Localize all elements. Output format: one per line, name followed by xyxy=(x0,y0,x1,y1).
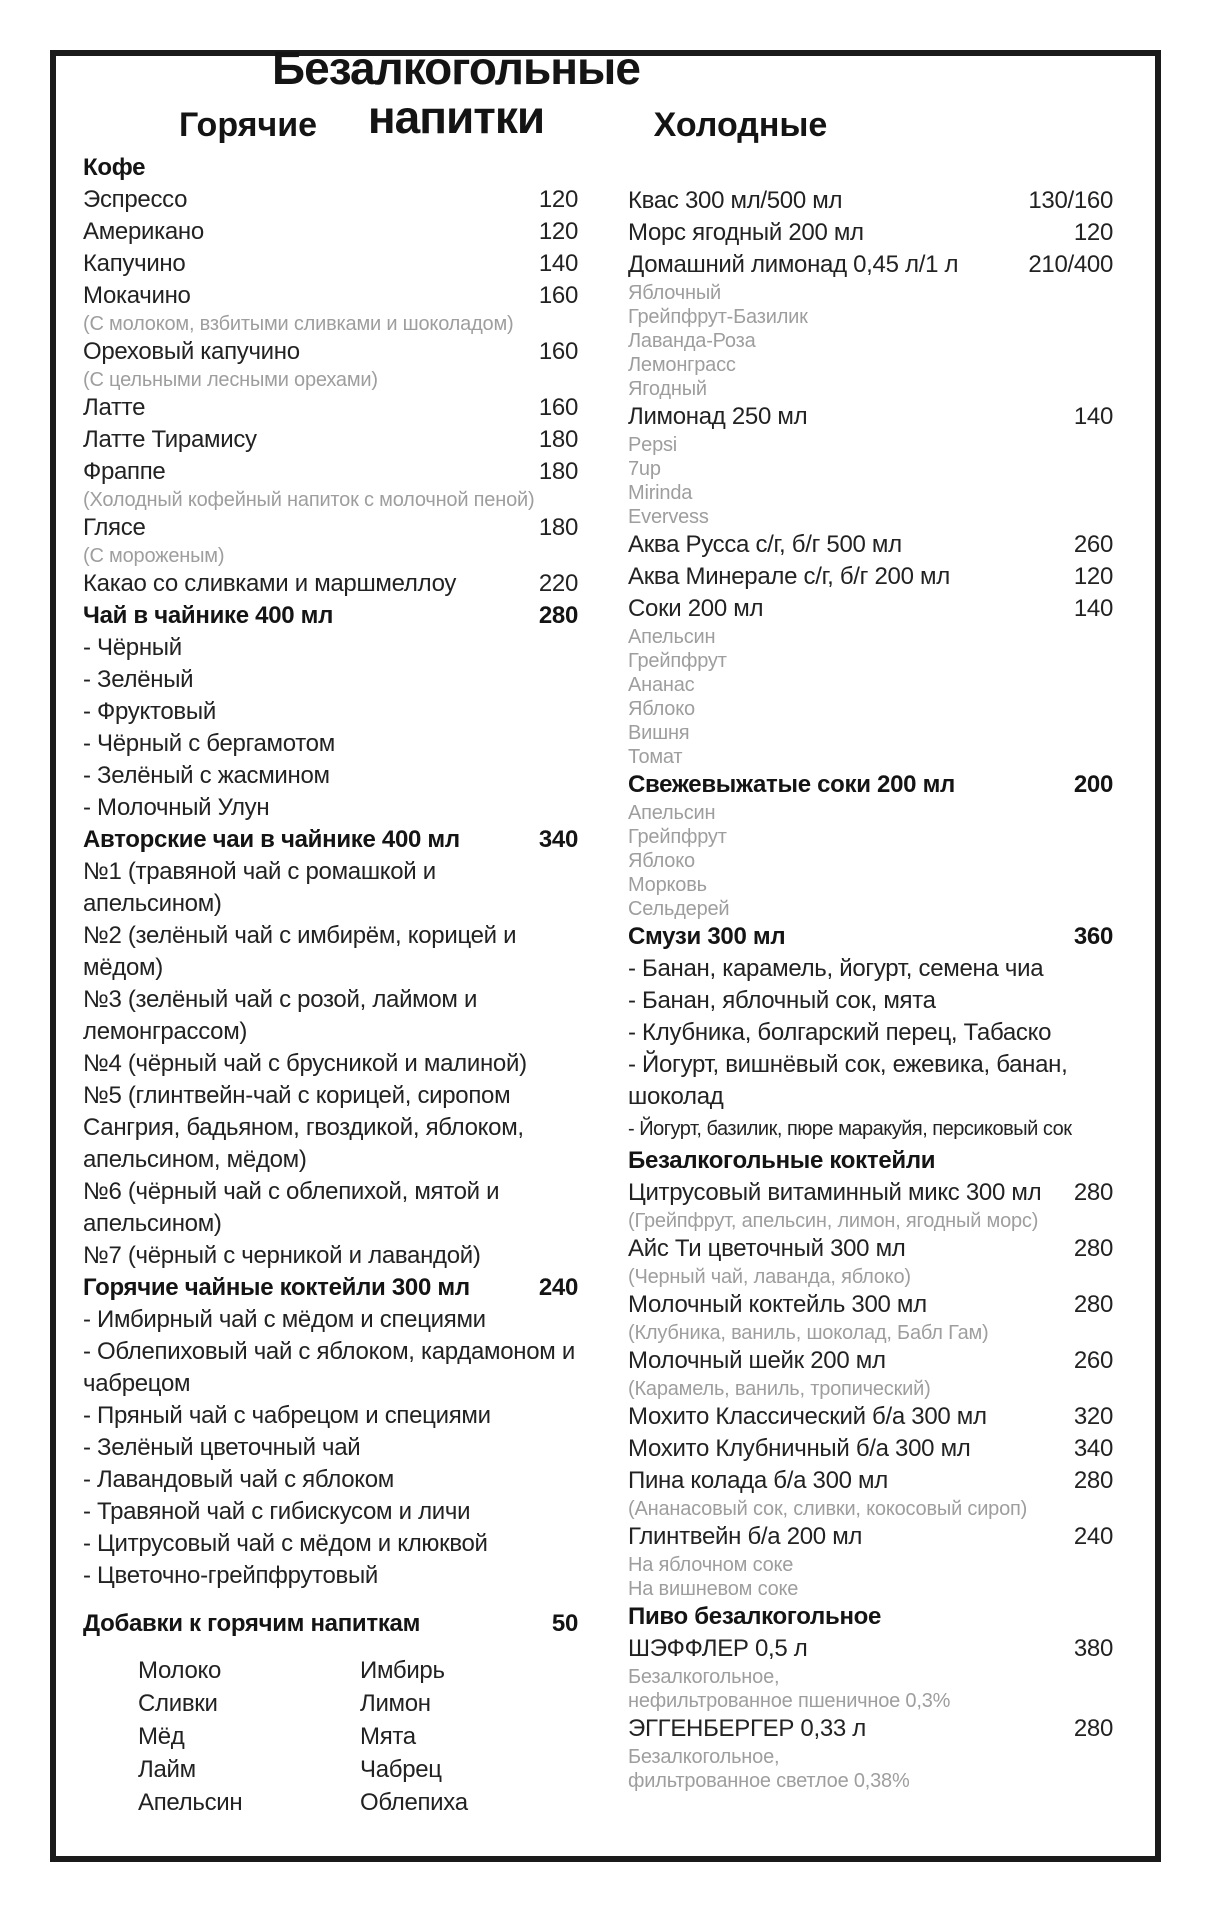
menu-item-note xyxy=(83,488,578,512)
menu-item-label: Свежевыжатые соки 200 мл xyxy=(628,771,955,798)
menu-item-label: №3 (зелёный чай с розой, лаймом и лемонграссом) xyxy=(83,986,478,1045)
menu-item-note xyxy=(628,329,1113,353)
menu-item-note xyxy=(628,625,1113,649)
menu-item-label: (Клубника, ваниль, шоколад, Бабл Гам) xyxy=(628,1322,989,1344)
menu-item-label: Морковь xyxy=(628,874,707,896)
addon-item: Мёд xyxy=(138,1723,185,1750)
menu-item-price: 120 xyxy=(538,186,578,213)
menu-item-row xyxy=(83,1560,578,1592)
menu-title-line2: напитки xyxy=(367,91,545,143)
menu-item-label: - Цитрусовый чай с мёдом и клюквой xyxy=(83,1530,488,1557)
menu-item-price: 200 xyxy=(1073,771,1113,798)
menu-item-row xyxy=(628,1289,1113,1321)
menu-item-row xyxy=(83,920,578,984)
menu-item-price: 140 xyxy=(1073,403,1113,430)
menu-item-row xyxy=(83,424,578,456)
menu-item-price: 260 xyxy=(1073,1347,1113,1374)
menu-item-label: Безалкогольное, xyxy=(628,1746,780,1768)
menu-item-note xyxy=(628,1321,1113,1345)
menu-item-row xyxy=(83,1304,578,1336)
menu-item-row xyxy=(628,249,1113,281)
menu-item-row xyxy=(83,1240,578,1272)
menu-item-row xyxy=(83,568,578,600)
menu-item-label: - Чёрный с бергамотом xyxy=(83,730,335,757)
menu-item-note xyxy=(628,433,1113,457)
menu-item-price: 130/160 xyxy=(1028,187,1113,214)
menu-item-label: Морс ягодный 200 мл xyxy=(628,219,864,246)
menu-item-label: Безалкогольное, xyxy=(628,1666,780,1688)
menu-item-price: 180 xyxy=(538,458,578,485)
menu-item-label: Яблочный xyxy=(628,282,721,304)
menu-item-note xyxy=(628,505,1113,529)
menu-item-note xyxy=(628,873,1113,897)
menu-item-label: Ягодный xyxy=(628,378,707,400)
menu-item-label: Какао со сливками и маршмеллоу xyxy=(83,570,457,597)
menu-item-label: Мохито Классический б/а 300 мл xyxy=(628,1403,987,1430)
menu-item-label: Грейпфрут xyxy=(628,650,727,672)
menu-item-price: 120 xyxy=(1073,219,1113,246)
menu-item-label: Домашний лимонад 0,45 л/1 л xyxy=(628,251,959,278)
menu-item-row xyxy=(628,185,1113,217)
menu-item-note xyxy=(628,897,1113,921)
menu-item-row xyxy=(628,1601,1113,1633)
menu-item-row xyxy=(83,632,578,664)
menu-item-note xyxy=(628,1665,1113,1689)
menu-item-label: - Банан, карамель, йогурт, семена чиа xyxy=(628,955,1044,982)
menu-item-price: 260 xyxy=(1073,531,1113,558)
menu-item-label: Американо xyxy=(83,218,204,245)
cold-column-list xyxy=(628,185,1113,1793)
menu-item-label: Квас 300 мл/500 мл xyxy=(628,187,843,214)
menu-item-label: - Банан, яблочный сок, мята xyxy=(628,987,936,1014)
menu-item-row xyxy=(83,1608,578,1640)
menu-item-price: 140 xyxy=(538,250,578,277)
menu-item-row xyxy=(83,728,578,760)
menu-item-label: Лимонад 250 мл xyxy=(628,403,808,430)
menu-item-label: Лаванда-Роза xyxy=(628,330,756,352)
menu-item-label: - Имбирный чай с мёдом и специями xyxy=(83,1306,486,1333)
menu-item-price: 140 xyxy=(1073,595,1113,622)
menu-item-row xyxy=(83,1432,578,1464)
menu-item-row xyxy=(83,336,578,368)
menu-item-price: 380 xyxy=(1073,1635,1113,1662)
menu-item-label: ЭГГЕНБЕРГЕР 0,33 л xyxy=(628,1715,867,1742)
menu-item-label: (С молоком, взбитыми сливками и шоколадом) xyxy=(83,313,514,335)
menu-item-price: 280 xyxy=(1073,1235,1113,1262)
menu-item-price: 320 xyxy=(1073,1403,1113,1430)
menu-item-note xyxy=(628,697,1113,721)
menu-item-label: ШЭФФЛЕР 0,5 л xyxy=(628,1635,808,1662)
menu-item-row xyxy=(628,593,1113,625)
menu-item-label: №4 (чёрный чай с брусникой и малиной) xyxy=(83,1050,527,1077)
menu-item-label: - Чёрный xyxy=(83,634,182,661)
menu-item-label: - Зелёный с жасмином xyxy=(83,762,330,789)
menu-item-row xyxy=(83,392,578,424)
menu-item-label: Молочный шейк 200 мл xyxy=(628,1347,886,1374)
menu-item-label: Латте xyxy=(83,394,146,421)
menu-item-note xyxy=(628,1377,1113,1401)
menu-item-label: Лемонграсс xyxy=(628,354,736,376)
menu-item-row xyxy=(628,217,1113,249)
menu-item-label: №6 (чёрный чай с облепихой, мятой и апельсином) xyxy=(83,1178,500,1237)
menu-item-label: - Молочный Улун xyxy=(83,794,270,821)
menu-item-row xyxy=(83,664,578,696)
menu-item-note xyxy=(628,1745,1113,1769)
cold-column-header: Холодные xyxy=(653,106,828,144)
menu-item-row xyxy=(628,401,1113,433)
menu-item-price: 240 xyxy=(1073,1523,1113,1550)
menu-item-label: №5 (глинтвейн-чай с корицей, сиропом Сангрия, бадьяном, гвоздикой, яблоком, апельсином, мёдом) xyxy=(83,1082,524,1173)
menu-item-note xyxy=(83,312,578,336)
menu-item-label: Pepsi xyxy=(628,434,678,456)
menu-item-label: Сельдерей xyxy=(628,898,730,920)
menu-item-row xyxy=(83,696,578,728)
menu-item-label: Ореховый капучино xyxy=(83,338,300,365)
menu-item-label: фильтрованное светлое 0,38% xyxy=(628,1770,910,1792)
menu-item-price: 120 xyxy=(1073,563,1113,590)
menu-item-note xyxy=(83,544,578,568)
menu-item-label: Молочный коктейль 300 мл xyxy=(628,1291,927,1318)
menu-item-row xyxy=(628,1017,1113,1049)
menu-item-price: 280 xyxy=(1073,1291,1113,1318)
menu-item-row xyxy=(83,856,578,920)
menu-item-row xyxy=(83,1048,578,1080)
menu-item-price: 240 xyxy=(538,1274,578,1301)
menu-item-label: (Холодный кофейный напиток с молочной пеной) xyxy=(83,489,535,511)
menu-item-row xyxy=(83,1528,578,1560)
menu-item-note xyxy=(628,801,1113,825)
menu-item-row xyxy=(628,561,1113,593)
menu-item-row xyxy=(83,1080,578,1176)
menu-item-note xyxy=(628,457,1113,481)
menu-item-label: Мохито Клубничный б/а 300 мл xyxy=(628,1435,971,1462)
menu-item-label: Грейпфрут xyxy=(628,826,727,848)
menu-item-note xyxy=(628,1577,1113,1601)
menu-item-note xyxy=(83,368,578,392)
menu-item-label: Кофе xyxy=(83,154,146,181)
menu-item-label: - Травяной чай с гибискусом и личи xyxy=(83,1498,471,1525)
menu-item-note xyxy=(628,281,1113,305)
addons-grid xyxy=(83,1654,578,1819)
menu-item-row xyxy=(83,760,578,792)
menu-item-label: №2 (зелёный чай с имбирём, корицей и мёдом) xyxy=(83,922,517,981)
menu-item-note xyxy=(628,825,1113,849)
menu-item-label: На яблочном соке xyxy=(628,1554,794,1576)
menu-item-label: Mirinda xyxy=(628,482,693,504)
menu-item-label: 7up xyxy=(628,458,661,480)
addon-item: Лимон xyxy=(360,1690,431,1717)
menu-item-note xyxy=(628,1689,1113,1713)
menu-item-row xyxy=(83,1336,578,1400)
menu-item-row xyxy=(628,921,1113,953)
menu-item-note xyxy=(628,481,1113,505)
menu-item-label: Безалкогольные коктейли xyxy=(628,1147,936,1174)
menu-item-row xyxy=(83,1400,578,1432)
menu-item-row xyxy=(83,280,578,312)
menu-item-price: 280 xyxy=(538,602,578,629)
menu-item-row xyxy=(628,769,1113,801)
menu-item-label: Пина колада б/а 300 мл xyxy=(628,1467,888,1494)
menu-item-price: 210/400 xyxy=(1028,251,1113,278)
menu-item-label: Фраппе xyxy=(83,458,166,485)
menu-item-row xyxy=(628,1177,1113,1209)
menu-item-label: Вишня xyxy=(628,722,690,744)
menu-title-line1: Безалкогольные xyxy=(272,42,640,94)
menu-item-row xyxy=(83,600,578,632)
menu-item-row xyxy=(83,984,578,1048)
menu-item-row xyxy=(628,1633,1113,1665)
menu-item-label: На вишневом соке xyxy=(628,1578,799,1600)
menu-item-label: - Облепиховый чай с яблоком, кардамоном и чабрецом xyxy=(83,1338,575,1397)
menu-item-label: - Йогурт, вишнёвый сок, ежевика, банан, шоколад xyxy=(628,1051,1068,1110)
menu-item-label: Добавки к горячим напиткам xyxy=(83,1610,421,1637)
menu-item-row xyxy=(83,1272,578,1304)
menu-item-note xyxy=(628,745,1113,769)
menu-item-label: нефильтрованное пшеничное 0,3% xyxy=(628,1690,951,1712)
addon-item: Сливки xyxy=(138,1690,218,1717)
menu-item-note xyxy=(628,305,1113,329)
menu-item-price: 160 xyxy=(538,394,578,421)
menu-item-label: Яблоко xyxy=(628,698,695,720)
menu-item-label: - Цветочно-грейпфрутовый xyxy=(83,1562,379,1589)
addon-item: Молоко xyxy=(138,1657,222,1684)
menu-item-row xyxy=(628,1113,1113,1145)
menu-item-label: Ананас xyxy=(628,674,695,696)
menu-item-label: Апельсин xyxy=(628,802,716,824)
menu-item-row xyxy=(83,152,578,184)
menu-item-note xyxy=(628,1497,1113,1521)
menu-item-label: (Черный чай, лаванда, яблоко) xyxy=(628,1266,911,1288)
menu-item-label: Латте Тирамису xyxy=(83,426,257,453)
menu-item-label: Авторские чаи в чайнике 400 мл xyxy=(83,826,460,853)
menu-item-row xyxy=(628,1345,1113,1377)
menu-item-price: 120 xyxy=(538,218,578,245)
menu-item-label: - Йогурт, базилик, пюре маракуйя, персиковый сок xyxy=(628,1118,1072,1140)
menu-item-label: Пиво безалкогольное xyxy=(628,1603,882,1630)
menu-item-price: 280 xyxy=(1073,1715,1113,1742)
menu-item-label: (Ананасовый сок, сливки, кокосовый сироп) xyxy=(628,1498,1028,1520)
menu-item-label: Мокачино xyxy=(83,282,191,309)
addon-item: Мята xyxy=(360,1723,416,1750)
menu-item-row xyxy=(628,1145,1113,1177)
menu-item-row xyxy=(628,1521,1113,1553)
menu-item-note xyxy=(628,721,1113,745)
menu-item-note xyxy=(628,1209,1113,1233)
hot-column-list xyxy=(83,152,578,1819)
menu-item-row xyxy=(628,953,1113,985)
menu-item-row xyxy=(83,248,578,280)
menu-item-row xyxy=(83,824,578,856)
menu-item-note xyxy=(628,1265,1113,1289)
menu-item-label: - Зелёный xyxy=(83,666,194,693)
menu-item-row xyxy=(628,985,1113,1017)
menu-item-label: Капучино xyxy=(83,250,186,277)
menu-item-price: 180 xyxy=(538,426,578,453)
addon-item: Имбирь xyxy=(360,1657,445,1684)
menu-item-note xyxy=(628,1553,1113,1577)
menu-item-row xyxy=(83,1176,578,1240)
menu-item-row xyxy=(628,1233,1113,1265)
menu-item-note xyxy=(628,1769,1113,1793)
addon-item: Апельсин xyxy=(138,1789,243,1816)
menu-item-label: Апельсин xyxy=(628,626,716,648)
menu-item-label: (Грейпфрут, апельсин, лимон, ягодный морс) xyxy=(628,1210,1039,1232)
menu-item-label: №1 (травяной чай с ромашкой и апельсином) xyxy=(83,858,436,917)
menu-item-label: Аква Минерале с/г, б/г 200 мл xyxy=(628,563,950,590)
menu-item-note xyxy=(628,353,1113,377)
menu-item-price: 220 xyxy=(538,570,578,597)
menu-item-note xyxy=(628,649,1113,673)
menu-item-row xyxy=(83,184,578,216)
menu-item-label: Эспрессо xyxy=(83,186,188,213)
menu-item-price: 340 xyxy=(538,826,578,853)
menu-item-row xyxy=(628,1401,1113,1433)
menu-item-row xyxy=(628,1465,1113,1497)
menu-item-label: Evervess xyxy=(628,506,709,528)
menu-item-label: Цитрусовый витаминный микс 300 мл xyxy=(628,1179,1042,1206)
menu-item-row xyxy=(628,1433,1113,1465)
menu-item-note xyxy=(628,673,1113,697)
menu-item-row xyxy=(83,1464,578,1496)
menu-item-label: Томат xyxy=(628,746,683,768)
menu-item-row xyxy=(628,1049,1113,1113)
menu-item-label: - Пряный чай с чабрецом и специями xyxy=(83,1402,491,1429)
menu-item-label: Глинтвейн б/а 200 мл xyxy=(628,1523,863,1550)
menu-item-label: Аква Русса с/г, б/г 500 мл xyxy=(628,531,902,558)
menu-item-label: - Фруктовый xyxy=(83,698,216,725)
menu-item-label: Грейпфрут-Базилик xyxy=(628,306,808,328)
menu-item-row xyxy=(83,216,578,248)
menu-item-row xyxy=(628,529,1113,561)
menu-item-row xyxy=(628,1713,1113,1745)
menu-item-label: Глясе xyxy=(83,514,146,541)
menu-item-price: 280 xyxy=(1073,1179,1113,1206)
hot-column-header: Горячие xyxy=(178,106,318,144)
menu-item-note xyxy=(628,849,1113,873)
addon-item: Лайм xyxy=(138,1756,196,1783)
menu-item-price: 180 xyxy=(538,514,578,541)
menu-item-price: 160 xyxy=(538,338,578,365)
menu-item-label: (Карамель, ваниль, тропический) xyxy=(628,1378,931,1400)
menu-item-price: 360 xyxy=(1073,923,1113,950)
menu-item-note xyxy=(628,377,1113,401)
menu-item-price: 160 xyxy=(538,282,578,309)
menu-item-label: №7 (чёрный с черникой и лавандой) xyxy=(83,1242,481,1269)
menu-item-row xyxy=(83,792,578,824)
addon-item: Облепиха xyxy=(360,1789,468,1816)
menu-item-label: - Лавандовый чай с яблоком xyxy=(83,1466,394,1493)
menu-item-row xyxy=(83,456,578,488)
menu-item-label: Соки 200 мл xyxy=(628,595,764,622)
addon-item: Чабрец xyxy=(360,1756,442,1783)
menu-item-label: Айс Ти цветочный 300 мл xyxy=(628,1235,906,1262)
menu-item-price: 340 xyxy=(1073,1435,1113,1462)
menu-item-label: Яблоко xyxy=(628,850,695,872)
menu-item-label: Чай в чайнике 400 мл xyxy=(83,602,334,629)
menu-item-row xyxy=(83,512,578,544)
menu-item-label: (С цельными лесными орехами) xyxy=(83,369,378,391)
menu-item-label: (С мороженым) xyxy=(83,545,225,567)
menu-item-label: - Зелёный цветочный чай xyxy=(83,1434,361,1461)
menu-item-label: Горячие чайные коктейли 300 мл xyxy=(83,1274,470,1301)
menu-item-price: 50 xyxy=(551,1610,578,1637)
menu-item-row xyxy=(83,1496,578,1528)
menu-item-label: Смузи 300 мл xyxy=(628,923,786,950)
menu-item-price: 280 xyxy=(1073,1467,1113,1494)
menu-item-label: - Клубника, болгарский перец, Табаско xyxy=(628,1019,1052,1046)
